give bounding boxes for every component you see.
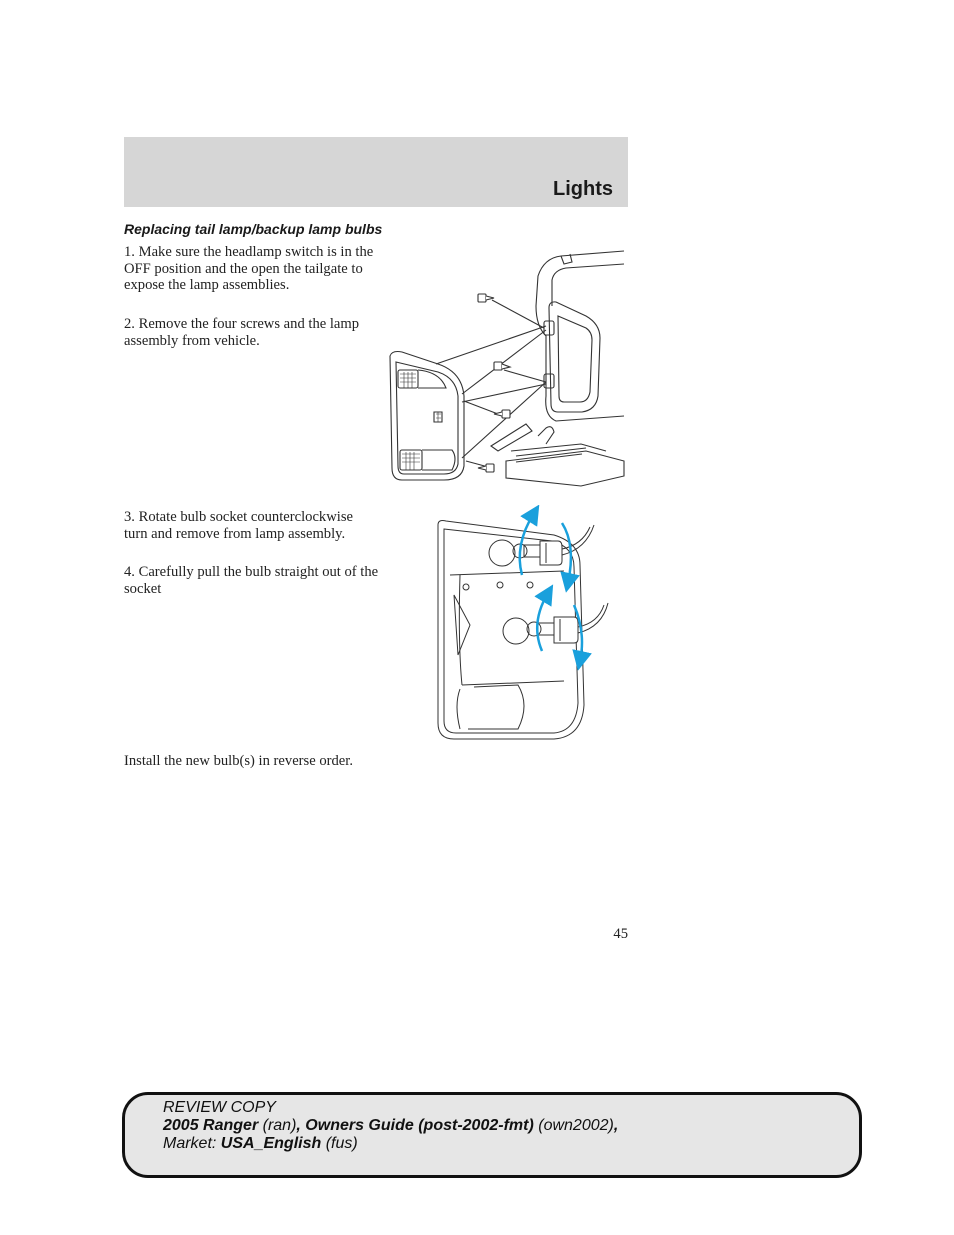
footer-separator: , [613,1117,619,1134]
section-title: Lights [553,178,613,200]
screw-icon [478,294,494,302]
step-3: 3. Rotate bulb socket counterclockwise turn and remove from lamp assembly. [124,509,353,542]
step-4: 4. Carefully pull the bulb straight out of the socket [124,564,379,597]
review-copy-footer [122,1092,862,1178]
footer-guide: Owners Guide (post-2002-fmt) [305,1117,534,1134]
footer-guide-code: (own2002) [538,1117,614,1134]
screw-icon [494,410,510,418]
page-number: 45 [613,926,628,942]
bulb-socket-illustration [434,505,610,741]
step-2: 2. Remove the four screws and the lamp assembly from vehicle. [124,316,360,349]
footer-model: 2005 Ranger [163,1117,259,1134]
footer-separator: , [296,1117,306,1134]
subsection-heading: Replacing tail lamp/backup lamp bulbs [124,221,383,237]
footer-model-code: (ran) [262,1117,297,1134]
section-header-band [124,137,628,207]
screw-icon [494,362,510,370]
closing-instruction: Install the new bulb(s) in reverse order. [124,753,353,769]
footer-market-label: Market: [163,1135,217,1152]
footer-market: USA_English [220,1135,322,1152]
tail-lamp-removal-illustration [386,246,628,496]
footer-market-code: (fus) [325,1135,358,1152]
review-copy-label: REVIEW COPY [163,1099,276,1116]
step-1: 1. Make sure the headlamp switch is in the OFF position and the open the tailgate to expose the lamp assemblies. [124,244,374,293]
